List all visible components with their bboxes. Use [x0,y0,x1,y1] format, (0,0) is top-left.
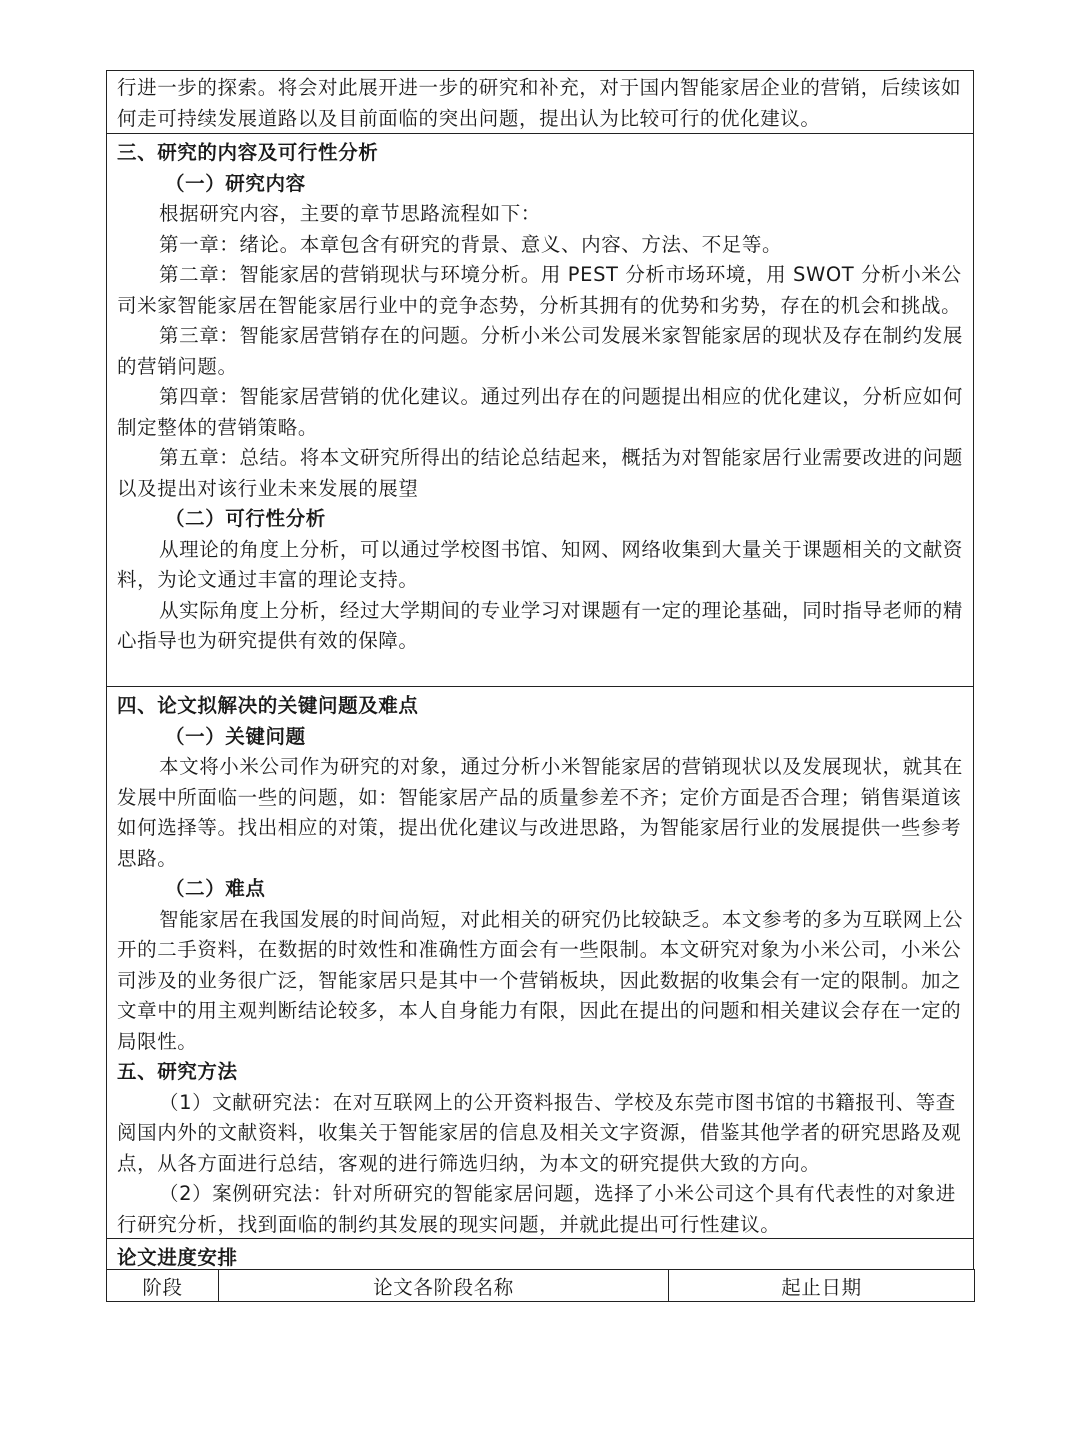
section4-sub2-title: （二）难点 [165,877,266,900]
header-dates: 起止日期 [669,1270,975,1302]
chapter-5: 第五章：总结。将本文研究所得出的结论总结起来，概括为对智能家居行业需要改进的问题以及提出对该行业未来发展的展望 [117,446,964,500]
chapter-3: 第三章：智能家居营销存在的问题。分析小米公司发展米家智能家居的现状及存在制约发展的营销问题。 [117,324,964,378]
section3-title: 三、研究的内容及可行性分析 [117,141,379,164]
header-stage: 阶段 [107,1270,219,1302]
method-case: （2）案例研究法：针对所研究的智能家居问题，选择了小米公司这个具有代表性的对象进行研究分析，找到面临的制约其发展的现实问题，并就此提出可行性建议。 [117,1182,956,1236]
section3-sub1-title: （一）研究内容 [165,171,306,195]
schedule-title-cell [106,1238,974,1269]
section3-sub2-title: （二）可行性分析 [165,507,326,530]
chapter-1: 第一章：绪论。本章包含有研究的背景、意义、内容、方法、不足等。 [159,232,783,256]
method-literature: （1）文献研究法：在对互联网上的公开资料报告、学校及东莞市图书馆的书籍报刊、等查阅国内外的文献资料，收集关于智能家居的信息及相关文字资源，借鉴其他学者的研究思路及观点，从各方面进行总结，客观的进行筛选归纳，为本文的研究提供大致的方向。 [117,1090,962,1175]
feasibility-theory: 从理论的角度上分析，可以通过学校图书馆、知网、网络收集到大量关于课题相关的文献资料，为论文通过丰富的理论支持。 [117,537,964,591]
key-issues-cell [106,686,974,1238]
feasibility-practice: 从实际角度上分析，经过大学期间的专业学习对课题有一定的理论基础，同时指导老师的精心指导也为研究提供有效的保障。 [117,598,964,652]
section4-sub1-title: （一）关键问题 [165,724,306,748]
chapter-4: 第四章：智能家居营销的优化建议。通过列出存在的问题提出相应的优化建议，分析应如何制定整体的营销策略。 [117,385,964,439]
chapter-intro: 根据研究内容，主要的章节思路流程如下： [159,202,541,225]
intro-continuation-cell [106,70,974,133]
chapter-2: 第二章：智能家居的营销现状与环境分析。用 PEST 分析市场环境，用 SWOT 分析小米公司米家智能家居在智能家居行业中的竞争态势，分析其拥有的优势和劣势，存在的机会和挑战。 [117,263,962,317]
section5-title: 五、研究方法 [117,1060,238,1083]
proposal-page [106,70,974,1302]
key-issue-text: 本文将小米公司作为研究的对象，通过分析小米智能家居的营销现状以及发展现状，就其在发展中所面临一些的问题，如：智能家居产品的质量参差不齐；定价方面是否合理；销售渠道该如何选择等。找出相应的对策，提出优化建议与改进思路，为智能家居行业的发展提供一些参考思路。 [117,755,964,870]
section4-title: 四、论文拟解决的关键问题及难点 [117,694,419,717]
schedule-table [106,1269,975,1302]
intro-continuation-text: 行进一步的探索。将会对此展开进一步的研究和补充，对于国内智能家居企业的营销，后续该如何走可持续发展道路以及目前面临的突出问题，提出认为比较可行的优化建议。 [117,76,962,130]
schedule-title: 论文进度安排 [117,1246,238,1269]
header-stage-name: 论文各阶段名称 [219,1270,669,1302]
research-content-cell [106,133,974,686]
schedule-header-row [107,1270,975,1302]
difficulty-text: 智能家居在我国发展的时间尚短，对此相关的研究仍比较缺乏。本文参考的多为互联网上公开的二手资料，在数据的时效性和准确性方面会有一些限制。本文研究对象为小米公司，小米公司涉及的业务很广泛，智能家居只是其中一个营销板块，因此数据的收集会有一定的限制。加之文章中的用主观判断结论较多，本人自身能力有限，因此在提出的问题和相关建议会存在一定的局限性。 [117,907,964,1053]
